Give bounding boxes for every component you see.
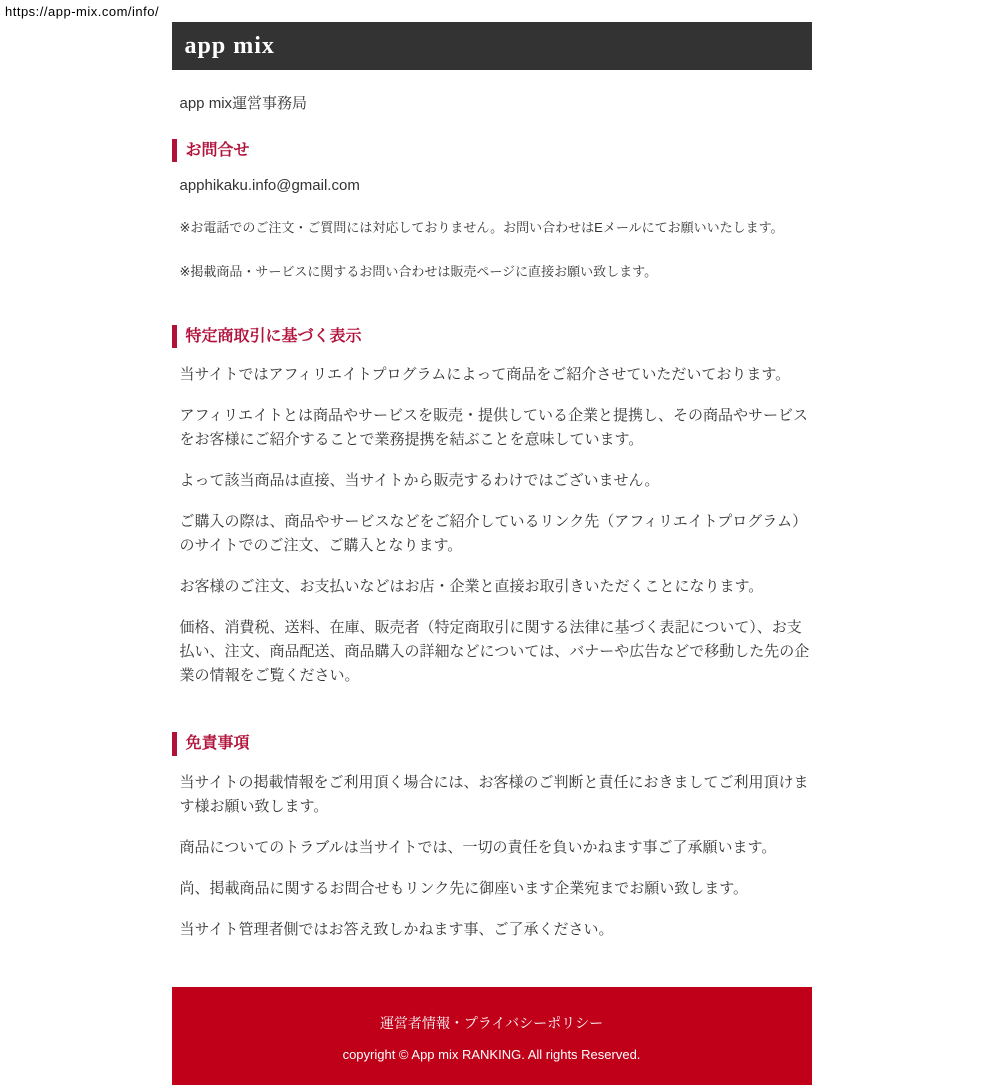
site-footer [172,987,812,1085]
section-heading-disclaimer: 免責事項 [172,732,812,755]
commercial-paragraph: ご購入の際は、商品やサービスなどをご紹介しているリンク先（アフィリエイトプログラム）のサイトでのご注文、ご購入となります。 [179,513,808,555]
page-url: https://app-mix.com/info/ [5,4,160,19]
section-heading-commercial-law: 特定商取引に基づく表示 [172,325,812,348]
site-title: app mix [184,32,275,59]
main-content [172,92,812,942]
disclaimer-paragraph: 商品についてのトラブルは当サイトでは、一切の責任を負いかねます事ご了承願います。 [179,838,777,856]
commercial-paragraph: アフィリエイトとは商品やサービスを販売・提供している企業と提携し、その商品やサービスをお客様にご紹介することで業務提携を結ぶことを意味しています。 [179,407,809,449]
commercial-paragraph: 価格、消費税、送料、在庫、販売者（特定商取引に関する法律に基づく表記について）、お支払い、注文、商品配送、商品購入の詳細などについては、バナーや広告などで移動した先の企業の情報をご覧ください。 [179,619,810,685]
page-container [172,22,812,1085]
operator-name: app mix運営事務局 [179,95,308,112]
section-heading-contact: お問合せ [172,139,812,162]
commercial-paragraph: お客様のご注文、お支払いなどはお店・企業と直接お取引きいただくことになります。 [179,578,764,596]
disclaimer-paragraph: 尚、掲載商品に関するお問合せもリンク先に御座います企業宛までお願い致します。 [179,879,749,897]
commercial-paragraph: 当サイトではアフィリエイトプログラムによって商品をご紹介させていただいております。 [179,366,791,384]
copyright-text: copyright © App mix RANKING. All rights Reserved. [342,1046,641,1062]
privacy-policy-link[interactable]: 運営者情報・プライバシーポリシー [379,1014,604,1031]
contact-email: apphikaku.info@gmail.com [179,177,360,195]
commercial-paragraph: よって該当商品は直接、当サイトから販売するわけではございません。 [179,472,660,490]
contact-note-products: ※掲載商品・サービスに関するお問い合わせは販売ページに直接お願い致します。 [179,263,658,279]
contact-note-phone: ※お電話でのご注文・ご質問には対応しておりません。お問い合わせはEメールにてお願いいたします。 [179,220,784,236]
disclaimer-paragraph: 当サイト管理者側ではお答え致しかねます事、ご了承ください。 [179,920,614,938]
disclaimer-paragraph: 当サイトの掲載情報をご利用頂く場合には、お客様のご判断と責任におきましてご利用頂けます様お願い致します。 [179,773,809,815]
site-header [172,22,812,70]
